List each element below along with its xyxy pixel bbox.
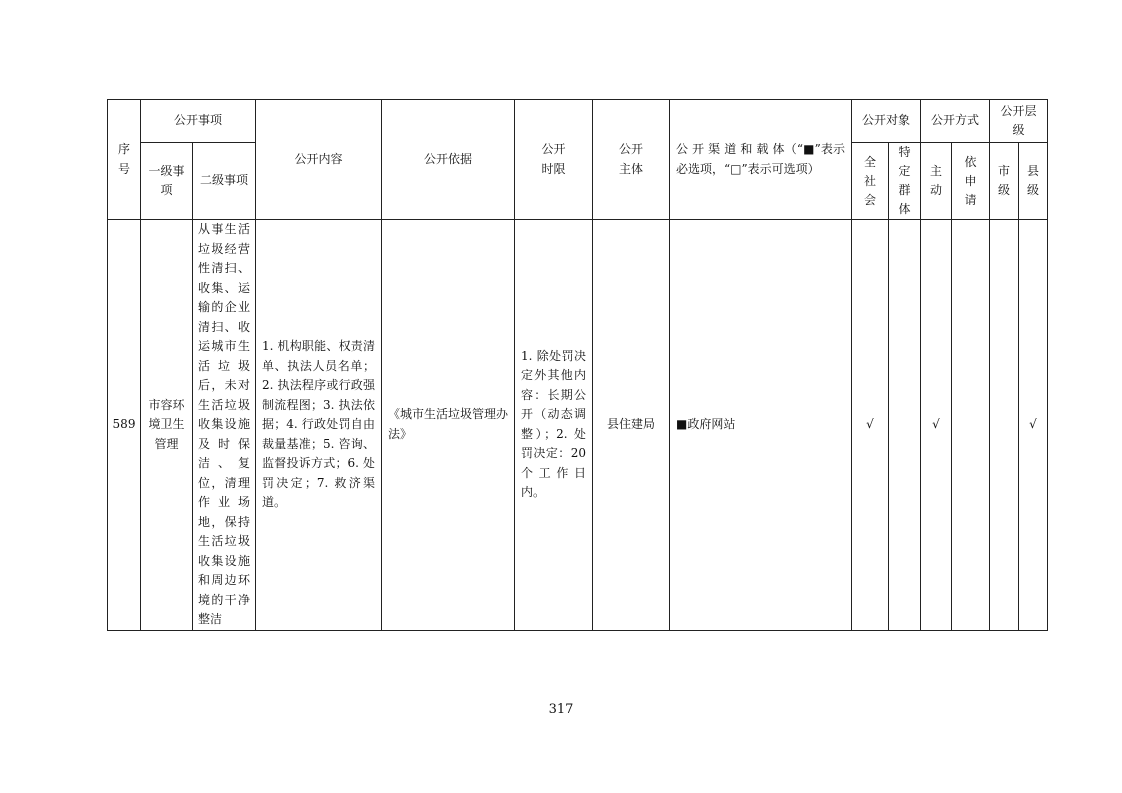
header-method: 公开方式 — [921, 100, 990, 143]
header-level2: 二级事项 — [193, 143, 256, 220]
row-subject: 县住建局 — [593, 220, 670, 631]
header-method-request: 依 申 请 — [952, 143, 990, 220]
row-time-limit: 1. 除处罚决定外其他内容：长期公开（动态调整）；2. 处罚决定：20 个工作日内。 — [515, 220, 593, 631]
table-row — [108, 220, 1048, 631]
row-target-specific — [889, 220, 921, 631]
row-channel: ■政府网站 — [670, 220, 852, 631]
page-number: 317 — [548, 702, 574, 717]
header-time-limit: 公开 时限 — [515, 100, 593, 220]
header-target-specific: 特 定 群 体 — [889, 143, 921, 220]
row-level1: 市容环境卫生管理 — [141, 220, 193, 631]
header-level-county: 县 级 — [1019, 143, 1048, 220]
row-target-all: √ — [852, 220, 889, 631]
header-basis: 公开依据 — [382, 100, 515, 220]
row-content: 1. 机构职能、权责清单、执法人员名单；2. 执法程序或行政强制流程图；3. 执法依据；4. 行政处罚自由裁量基准；5. 咨询、监督投诉方式；6. 处罚决定；7. 救济渠道。 — [256, 220, 382, 631]
row-level2: 从事生活垃圾经营性清扫、收集、运输的企业清扫、收运城市生活垃圾后，未对生活垃圾收集设施及时保洁、复位，清理作业场地，保持生活垃圾收集设施和周边环境的干净整洁 — [193, 220, 256, 631]
header-matter: 公开事项 — [141, 100, 256, 143]
header-seq: 序 号 — [108, 100, 141, 220]
row-method-request — [952, 220, 990, 631]
header-target: 公开对象 — [852, 100, 921, 143]
header-subject: 公开 主体 — [593, 100, 670, 220]
row-level-city — [990, 220, 1019, 631]
row-level-county: √ — [1019, 220, 1048, 631]
header-row-1 — [108, 100, 1048, 143]
header-level-city: 市 级 — [990, 143, 1019, 220]
header-level: 公开层 级 — [990, 100, 1048, 143]
row-basis: 《城市生活垃圾管理办法》 — [382, 220, 515, 631]
row-method-active: √ — [921, 220, 952, 631]
row-seq: 589 — [108, 220, 141, 631]
header-method-active: 主 动 — [921, 143, 952, 220]
header-content: 公开内容 — [256, 100, 382, 220]
header-channel: 公 开 渠 道 和 载 体（“■”表示必选项，“□”表示可选项） — [670, 100, 852, 220]
header-target-all: 全 社 会 — [852, 143, 889, 220]
disclosure-table — [107, 99, 1048, 631]
header-level1: 一级事 项 — [141, 143, 193, 220]
